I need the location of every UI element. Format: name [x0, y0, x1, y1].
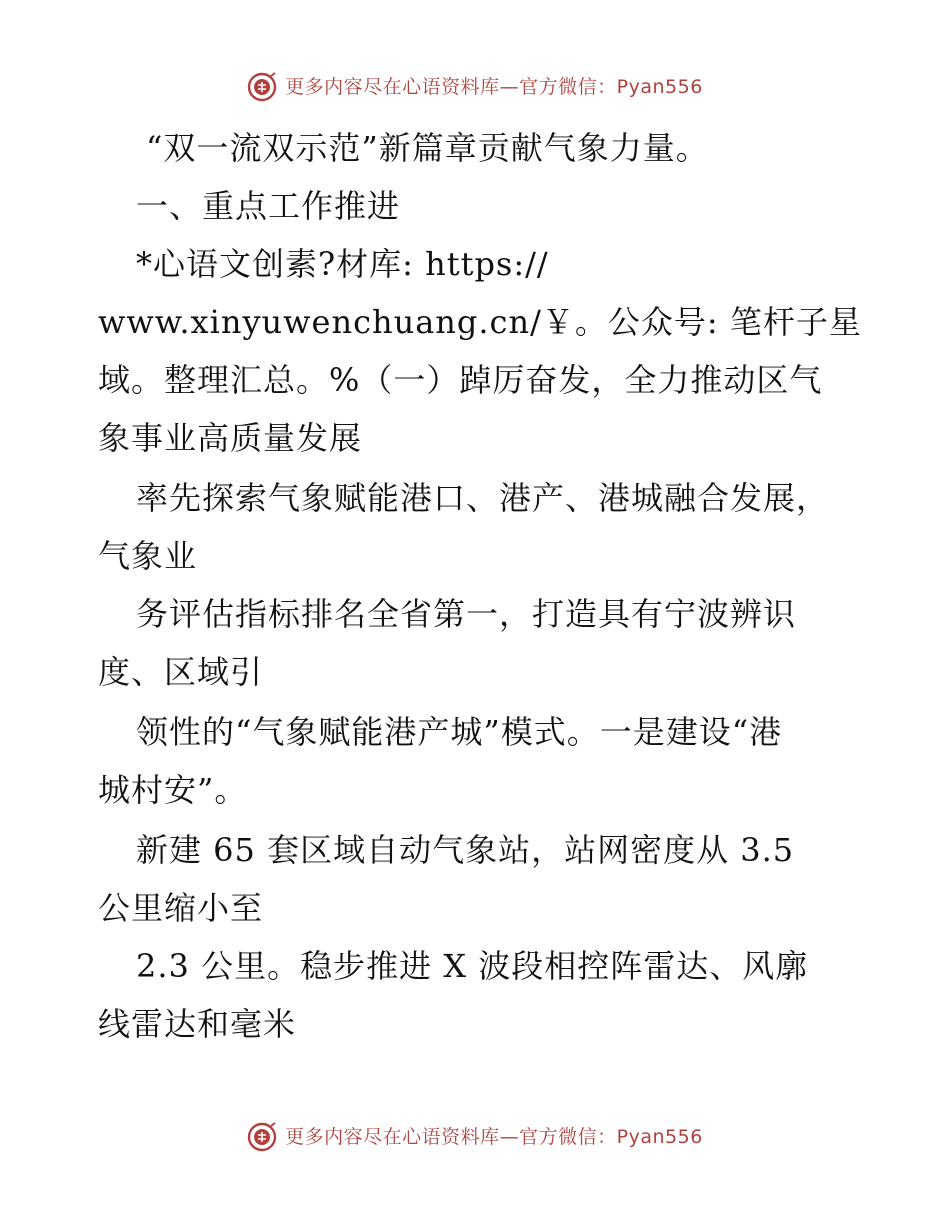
paragraph-line: 2.3 公里。稳步推进 X 波段相控阵雷达、风廓 — [136, 947, 809, 985]
watermark-text: 更多内容尽在心语资料库—官方微信：Pyan556 — [285, 1126, 703, 1148]
paragraph-line: www.xinyuwenchuang.cn/￥。公众号: 笔杆子星 — [98, 303, 862, 341]
watermark-text: 更多内容尽在心语资料库—官方微信：Pyan556 — [285, 76, 703, 98]
paragraph-line: “双一流双示范”新篇章贡献气象力量。 — [146, 129, 709, 167]
paragraph-line: 象事业高质量发展 — [98, 419, 363, 457]
red-seal-logo-icon — [247, 1122, 277, 1152]
paragraph-line: 气象业 — [98, 537, 198, 575]
header-watermark — [0, 72, 950, 102]
footer-watermark — [0, 1122, 950, 1152]
paragraph-line: *心语文创素?材库: https:// — [136, 245, 549, 283]
paragraph-line: 新建 65 套区域自动气象站，站网密度从 3.5 — [136, 831, 795, 869]
red-seal-logo-icon — [247, 72, 277, 102]
paragraph-line: 务评估指标排名全省第一，打造具有宁波辨识 — [136, 595, 797, 633]
paragraph-line: 率先探索气象赋能港口、港产、港城融合发展， — [136, 479, 830, 517]
paragraph-line: 线雷达和毫米 — [98, 1005, 297, 1043]
paragraph-line: 领性的“气象赋能港产城”模式。一是建设“港 — [136, 713, 783, 751]
section-heading: 一、重点工作推进 — [136, 187, 401, 225]
paragraph-line: 城村安”。 — [98, 771, 248, 809]
paragraph-line: 公里缩小至 — [98, 889, 264, 927]
paragraph-line: 域。整理汇总。%（一）踔厉奋发，全力推动区气 — [98, 361, 823, 399]
paragraph-line: 度、区域引 — [98, 653, 264, 691]
